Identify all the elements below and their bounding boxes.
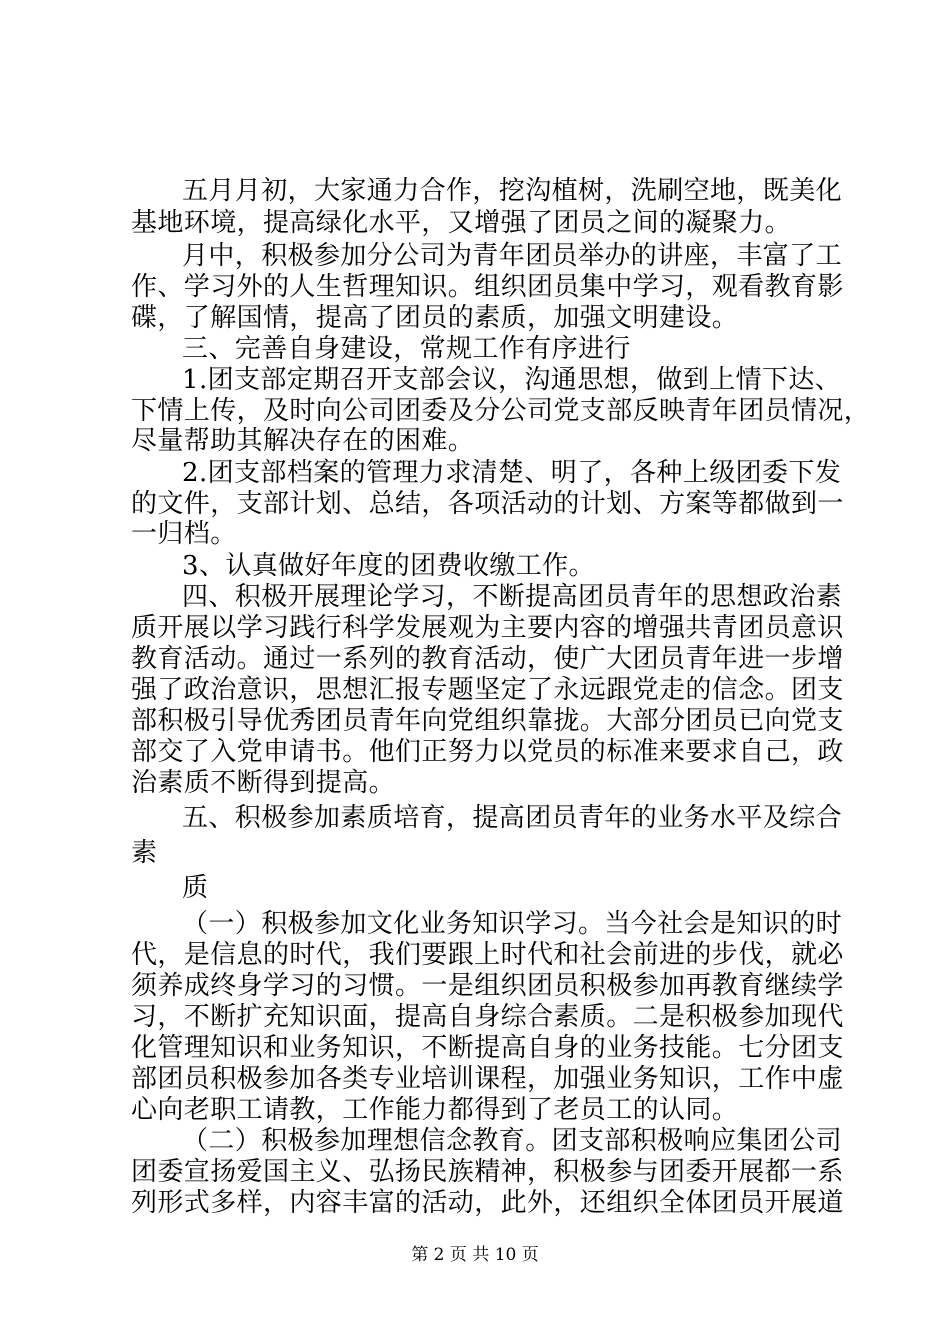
text-line: 素 [131,838,158,868]
text-line: 质开展以学习践行科学发展观为主要内容的增强共青团员意识 [131,613,844,643]
text-line: 质 [182,873,209,903]
text-line: 尽量帮助其解决存在的困难。 [131,426,475,456]
text-line: 基地环境，提高绿化水平，又增强了团员之间的凝聚力。 [131,208,792,238]
text-line: 化管理知识和业务知识，不断提高自身的业务技能。七分团支 [131,1033,844,1063]
text-line: 月中，积极参加分公司为青年团员举办的讲座，丰富了工 [182,241,843,271]
text-line: 团委宣扬爱国主义、弘扬民族精神，积极参与团委开展都一系 [131,1157,844,1187]
text-line: 3、认真做好年度的团费收缴工作。 [182,551,595,581]
section-heading: 三、完善自身建设，常规工作有序进行 [182,334,631,364]
text-line: 2.团支部档案的管理力求清楚、明了，各种上级团委下发 [182,458,842,488]
text-line: 部交了入党申请书。他们正努力以党员的标准来要求自己，政 [131,737,844,767]
text-line: 五月月初，大家通力合作，挖沟植树，洗刷空地，既美化 [182,176,843,206]
text-line: 的文件，支部计划、总结，各项活动的计划、方案等都做到一 [131,489,844,519]
text-line: 代，是信息的时代，我们要跟上时代和社会前进的步伐，就必 [131,940,844,970]
section-heading: 四、积极开展理论学习，不断提高团员青年的思想政治素 [182,582,843,612]
text-line: 强了政治意识，思想汇报专题坚定了永远跟党走的信念。团支 [131,675,844,705]
subsection-heading: （一）积极参加文化业务知识学习。当今社会是知识的时 [182,909,843,939]
subsection-heading: （二）积极参加理想信念教育。团支部积极响应集团公司 [182,1126,843,1156]
text-line: 须养成终身学习的习惯。一是组织团员积极参加再教育继续学 [131,971,844,1001]
text-line: 教育活动。通过一系列的教育活动，使广大团员青年进一步增 [131,644,844,674]
text-line: 一归档。 [131,519,237,549]
section-heading: 五、积极参加素质培育，提高团员青年的业务水平及综合 [182,803,843,833]
text-line: 下情上传，及时向公司团委及分公司党支部反映青年团员情况， [131,396,871,426]
text-line: 治素质不断得到提高。 [131,768,396,798]
text-line: 列形式多样，内容丰富的活动，此外，还组织全体团员开展道 [131,1188,844,1218]
text-line: 1.团支部定期召开支部会议，沟通思想，做到上情下达、 [182,365,842,395]
page-number-footer: 第 2 页 共 10 页 [411,1245,539,1265]
text-line: 碟，了解国情，提高了团员的素质，加强文明建设。 [131,303,739,333]
text-line: 作、学习外的人生哲理知识。组织团员集中学习，观看教育影 [131,272,844,302]
text-line: 部积极引导优秀团员青年向党组织靠拢。大部分团员已向党支 [131,706,844,736]
text-line: 习，不断扩充知识面，提高自身综合素质。二是积极参加现代 [131,1002,844,1032]
text-line: 心向老职工请教，工作能力都得到了老员工的认同。 [131,1095,739,1125]
text-line: 部团员积极参加各类专业培训课程，加强业务知识，工作中虚 [131,1064,844,1094]
